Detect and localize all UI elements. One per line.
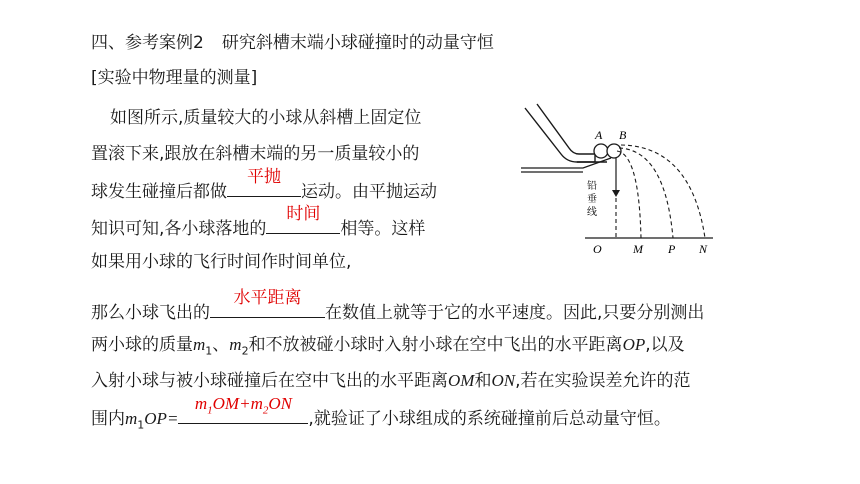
line8-text-a: 入射小球与被小球碰撞后在空中飞出的水平距离: [91, 371, 448, 391]
ans-m1: m: [194, 394, 208, 413]
symbol-op: OP: [622, 335, 646, 354]
symbol-on: ON: [491, 371, 516, 390]
mass-sub-2: 2: [241, 344, 249, 358]
axis-label-p: P: [668, 242, 676, 256]
line4-text-a: 知识可知,各小球落地的: [91, 219, 267, 239]
ans-sub1: 1: [207, 404, 213, 417]
ans-om: OM+: [212, 394, 251, 413]
axis-label-n: N: [699, 242, 708, 256]
answer-blank-distance: [210, 288, 325, 324]
line4-text-b: 相等。这样: [340, 219, 426, 239]
answer-blank-time: [266, 204, 340, 240]
text-line-9: [91, 394, 671, 436]
section-heading: [91, 32, 494, 54]
trajectory-p: [619, 148, 673, 238]
line9-text-a: 围内: [91, 409, 125, 429]
text-line-3: [91, 167, 437, 203]
answer-distance: 水平距离: [233, 288, 302, 308]
axis-label-o: O: [593, 242, 602, 256]
label-b: B: [619, 128, 627, 142]
line7-text-a: 两小球的质量: [91, 335, 193, 355]
axis-label-m: M: [633, 242, 643, 256]
ans-sub2: 2: [262, 404, 269, 417]
trajectory-n: [621, 145, 705, 238]
ans-m2: m: [250, 394, 263, 413]
text-line-2: 置滚下来,跟放在斜槽末端的另一质量较小的: [91, 144, 420, 164]
label-a: A: [595, 128, 603, 142]
ball-a: [594, 144, 608, 158]
line3-text-b: 运动。由平抛运动: [301, 182, 437, 202]
ans-on: ON: [268, 394, 292, 413]
line7-text-b: 和不放被碰小球时入射小球在空中飞出的水平距离: [248, 335, 623, 355]
line8-text-b: ,若在实验误差允许的范: [515, 371, 691, 391]
mass-symbol-2: m: [229, 335, 242, 354]
line6-text-a: 那么小球飞出的: [91, 303, 210, 323]
line3-text-a: 球发生碰撞后都做: [91, 182, 227, 202]
heading-prefix: 四、参考案例2: [91, 33, 204, 53]
line8-and: 和: [474, 371, 492, 391]
mass-sub-3: 1: [137, 418, 145, 432]
equation-lhs: OP=: [144, 409, 179, 428]
plumb-line: [612, 158, 620, 197]
answer-blank-equation: [178, 394, 308, 430]
plumb-label-2: 垂: [587, 194, 597, 205]
text-line-5: 如果用小球的飞行时间作时间单位,: [91, 252, 352, 272]
text-line-4: [91, 204, 426, 240]
text-line-7: [91, 334, 685, 362]
collision-apparatus-figure: [515, 98, 715, 258]
mass-symbol-1: m: [193, 335, 206, 354]
answer-blank-motion: [227, 167, 301, 203]
heading-title: 研究斜槽末端小球碰撞时的动量守恒: [221, 33, 494, 53]
text-line-8: [91, 370, 690, 392]
answer-equation: [178, 393, 308, 421]
symbol-om: OM: [448, 371, 475, 390]
answer-time: 时间: [286, 204, 321, 224]
line7-text-c: ,以及: [645, 335, 685, 355]
line6-text-b: 在数值上就等于它的水平速度。因此,只要分别测出: [325, 303, 705, 323]
subheading: [实验中物理量的测量]: [91, 68, 258, 88]
answer-motion: 平抛: [247, 167, 281, 187]
text-line-6: [91, 288, 705, 324]
mass-sub-1: 1: [205, 344, 213, 358]
plumb-label-1: 铅: [587, 181, 597, 192]
text-line-1: 如图所示,质量较大的小球从斜槽上固定位: [110, 108, 422, 128]
trajectory-m: [617, 151, 641, 238]
line7-sep: 、: [212, 335, 230, 355]
table-support: [521, 158, 611, 172]
line9-text-b: ,就验证了小球组成的系统碰撞前后总动量守恒。: [308, 409, 671, 429]
mass-symbol-3: m: [125, 409, 138, 428]
trajectories: [617, 145, 705, 238]
plumb-label-3: 线: [587, 207, 597, 218]
